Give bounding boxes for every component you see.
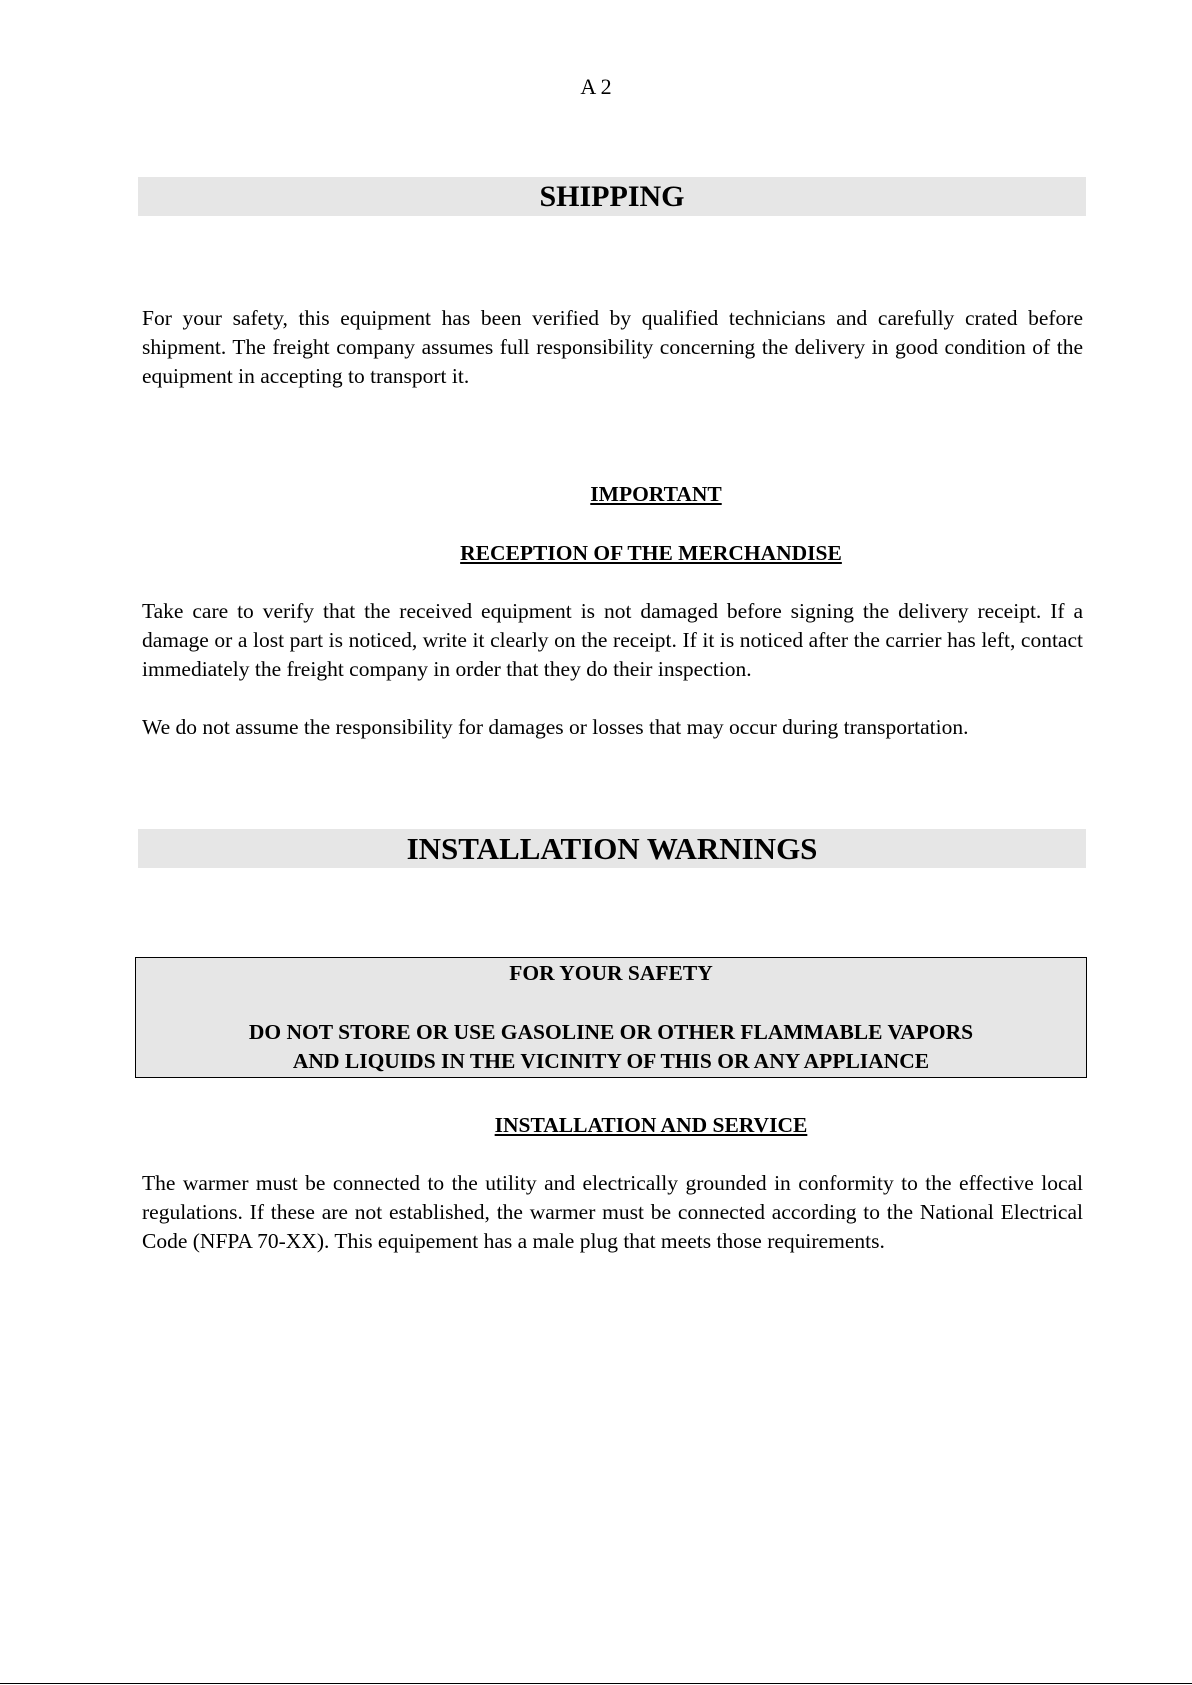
page-bottom-rule bbox=[0, 1683, 1192, 1684]
safety-warning-box bbox=[135, 957, 1087, 1078]
important-heading: IMPORTANT bbox=[590, 482, 722, 506]
shipping-paragraph: For your safety, this equipment has been verified by qualified technicians and carefully crated before shipment. The freight company assumes full responsibility concerning the delivery in good condition of the equipment in accepting to transport it. bbox=[142, 306, 1083, 388]
safety-box-title: FOR YOUR SAFETY bbox=[509, 961, 713, 985]
installation-warnings-banner bbox=[138, 829, 1086, 868]
flammable-warning-line-2: AND LIQUIDS IN THE VICINITY OF THIS OR ANY APPLIANCE bbox=[292, 1049, 930, 1073]
liability-paragraph: We do not assume the responsibility for damages or losses that may occur during transportation. bbox=[142, 715, 969, 739]
shipping-title: SHIPPING bbox=[539, 180, 685, 213]
installation-service-paragraph: The warmer must be connected to the utility and electrically grounded in conformity to the effective local regulations. If these are not established, the warmer must be connected according to the National Electrical Code (NFPA 70-XX). This equipement has a male plug that meets those requirements. bbox=[142, 1171, 1083, 1253]
installation-service-heading: INSTALLATION AND SERVICE bbox=[494, 1113, 808, 1137]
reception-heading: RECEPTION OF THE MERCHANDISE bbox=[460, 541, 842, 565]
flammable-warning-line-1: DO NOT STORE OR USE GASOLINE OR OTHER FLAMMABLE VAPORS bbox=[248, 1020, 974, 1044]
installation-warnings-title: INSTALLATION WARNINGS bbox=[406, 831, 818, 866]
page-number: A 2 bbox=[580, 74, 612, 99]
shipping-banner bbox=[138, 177, 1086, 216]
flammable-warning bbox=[136, 1018, 1086, 1076]
reception-paragraph: Take care to verify that the received equipment is not damaged before signing the delivery receipt. If a damage or a lost part is noticed, write it clearly on the receipt. If it is noticed after the carrier has left, contact immediately the freight company in order that they do their inspection. bbox=[142, 599, 1083, 681]
